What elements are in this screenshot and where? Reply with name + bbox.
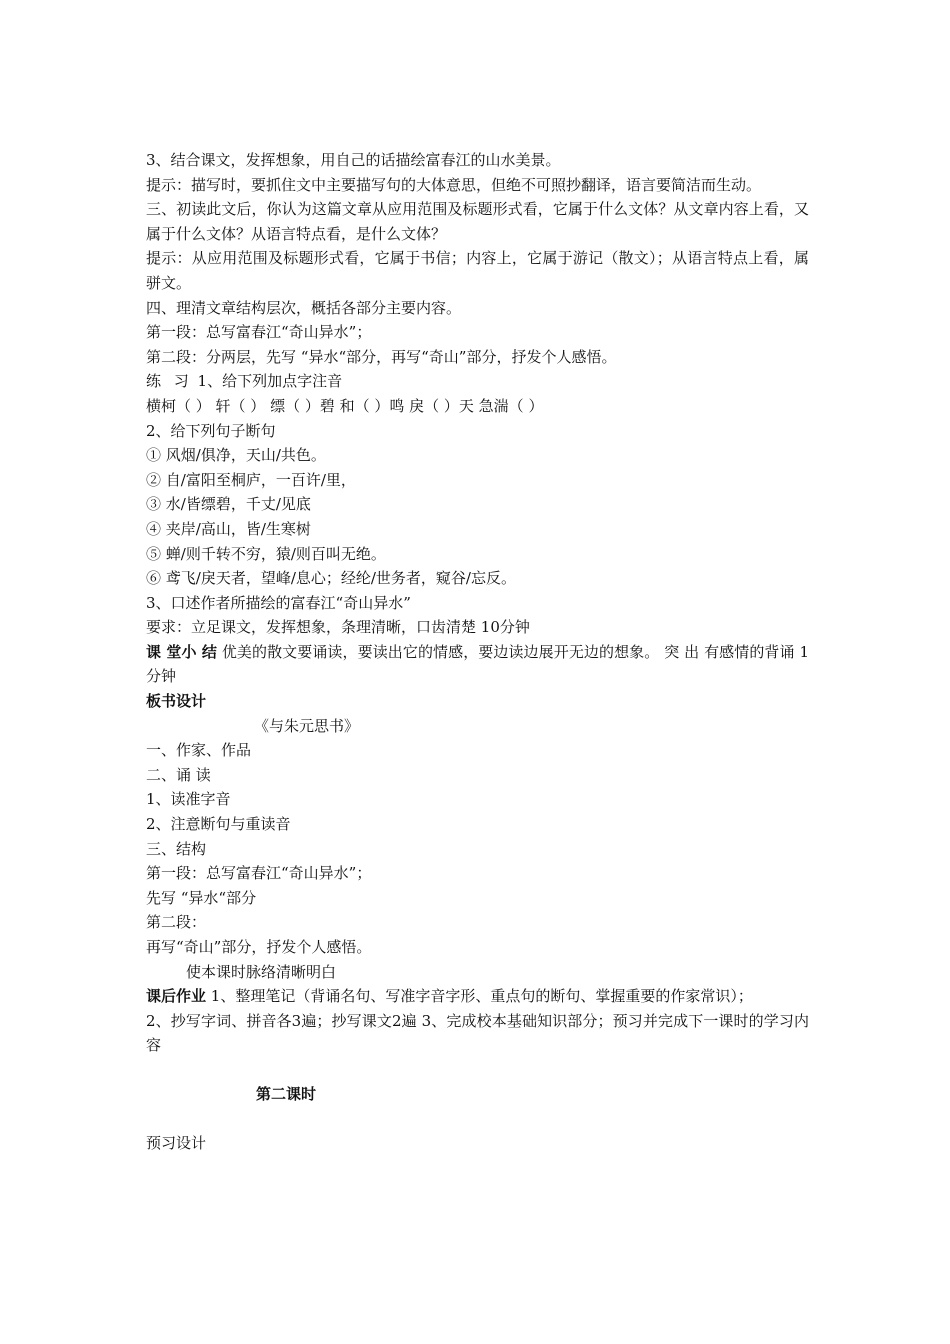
paragraph: 2、给下列句子断句	[146, 421, 276, 440]
board-line: 使本课时脉络清晰明白	[186, 962, 337, 981]
second-lesson-heading: 第二课时	[256, 1084, 317, 1103]
exercise-line	[146, 369, 809, 394]
board-line: 三、结构	[146, 839, 207, 858]
paragraph: 第二段：分两层，先写 “异水“部分，再写“奇山”部分，抒发个人感悟。	[146, 347, 617, 366]
list-item: ③ 水/皆缥碧，千丈/见底	[146, 495, 311, 514]
board-line: 再写“奇山”部分，抒发个人感悟。	[146, 938, 372, 956]
paragraph: 提示：从应用范围及标题形式看，它属于书信；内容上，它属于游记（散文）；从语言特点上看，属骈文。	[146, 249, 809, 292]
paragraph: 提示：描写时，要抓住文中主要描写句的大体意思，但绝不可照抄翻译，语言要简洁而生动。	[146, 175, 762, 194]
summary-text: 优美的散文要诵读，要读出它的情感，要边读边展开无边的想象。 突 出 有感情的背诵 1分钟	[146, 642, 809, 686]
paragraph: 三、初读此文后，你认为这篇文章从应用范围及标题形式看，它属于什么文体？从文章内容上看，又属于什么文体？从语言特点看，是什么文体？	[146, 200, 809, 243]
board-line: 先写 “异水“部分	[146, 888, 257, 907]
board-line: 2、注意断句与重读音	[146, 815, 291, 834]
document-body	[146, 148, 809, 1155]
board-line: 二、诵 读	[146, 765, 211, 784]
summary-paragraph	[146, 640, 809, 689]
paragraph: 3、口述作者所描绘的富春江“奇山异水”	[146, 593, 411, 612]
preview-heading: 预习设计	[146, 1133, 207, 1152]
list-item: ⑥ 鸢飞/戾天者，望峰/息心；经纶/世务者，窥谷/忘反。	[146, 569, 516, 588]
board-heading: 板书设计	[146, 692, 207, 711]
list-item: ② 自/富阳至桐庐，一百许/里，	[146, 470, 356, 489]
exercise-label: 练 习	[146, 372, 193, 391]
pinyin-exercise: 横柯（ ） 轩（ ） 缥（ ）碧 和（ ）鸣 戾（ ）天 急湍（ ）	[146, 396, 544, 415]
homework-paragraph-2: 2、抄写字词、拼音各3遍；抄写课文2遍 3、完成校本基础知识部分；预习并完成下一课时的学习内容	[146, 1011, 809, 1055]
summary-label: 课 堂小 结	[146, 642, 217, 661]
board-line: 第一段：总写富春江“奇山异水”；	[146, 864, 372, 883]
list-item: ⑤ 蝉/则千转不穷，猿/则百叫无绝。	[146, 544, 386, 563]
exercise-text: 1、给下列加点字注音	[192, 372, 343, 391]
list-item: ① 风烟/俱净，天山/共色。	[146, 446, 326, 465]
homework-text: 1、整理笔记（背诵名句、写准字音字形、重点句的断句、掌握重要的作家常识）；	[206, 987, 753, 1006]
board-line: 1、读准字音	[146, 790, 231, 809]
paragraph: 四、理清文章结构层次，概括各部分主要内容。	[146, 298, 462, 317]
board-title: 《与朱元思书》	[254, 716, 360, 735]
board-line: 一、作家、作品	[146, 741, 252, 760]
list-item: ④ 夹岸/高山，皆/生寒树	[146, 519, 311, 538]
homework-label: 课后作业	[146, 987, 207, 1006]
paragraph: 第一段：总写富春江“奇山异水”；	[146, 323, 372, 342]
spacer	[146, 1107, 809, 1131]
homework-paragraph	[146, 984, 809, 1009]
board-line: 第二段：	[146, 913, 207, 932]
spacer	[146, 1058, 809, 1082]
paragraph: 要求：立足课文，发挥想象，条理清晰，口齿清楚 10分钟	[146, 618, 530, 637]
paragraph: 3、结合课文，发挥想象，用自己的话描绘富春江的山水美景。	[146, 151, 561, 169]
